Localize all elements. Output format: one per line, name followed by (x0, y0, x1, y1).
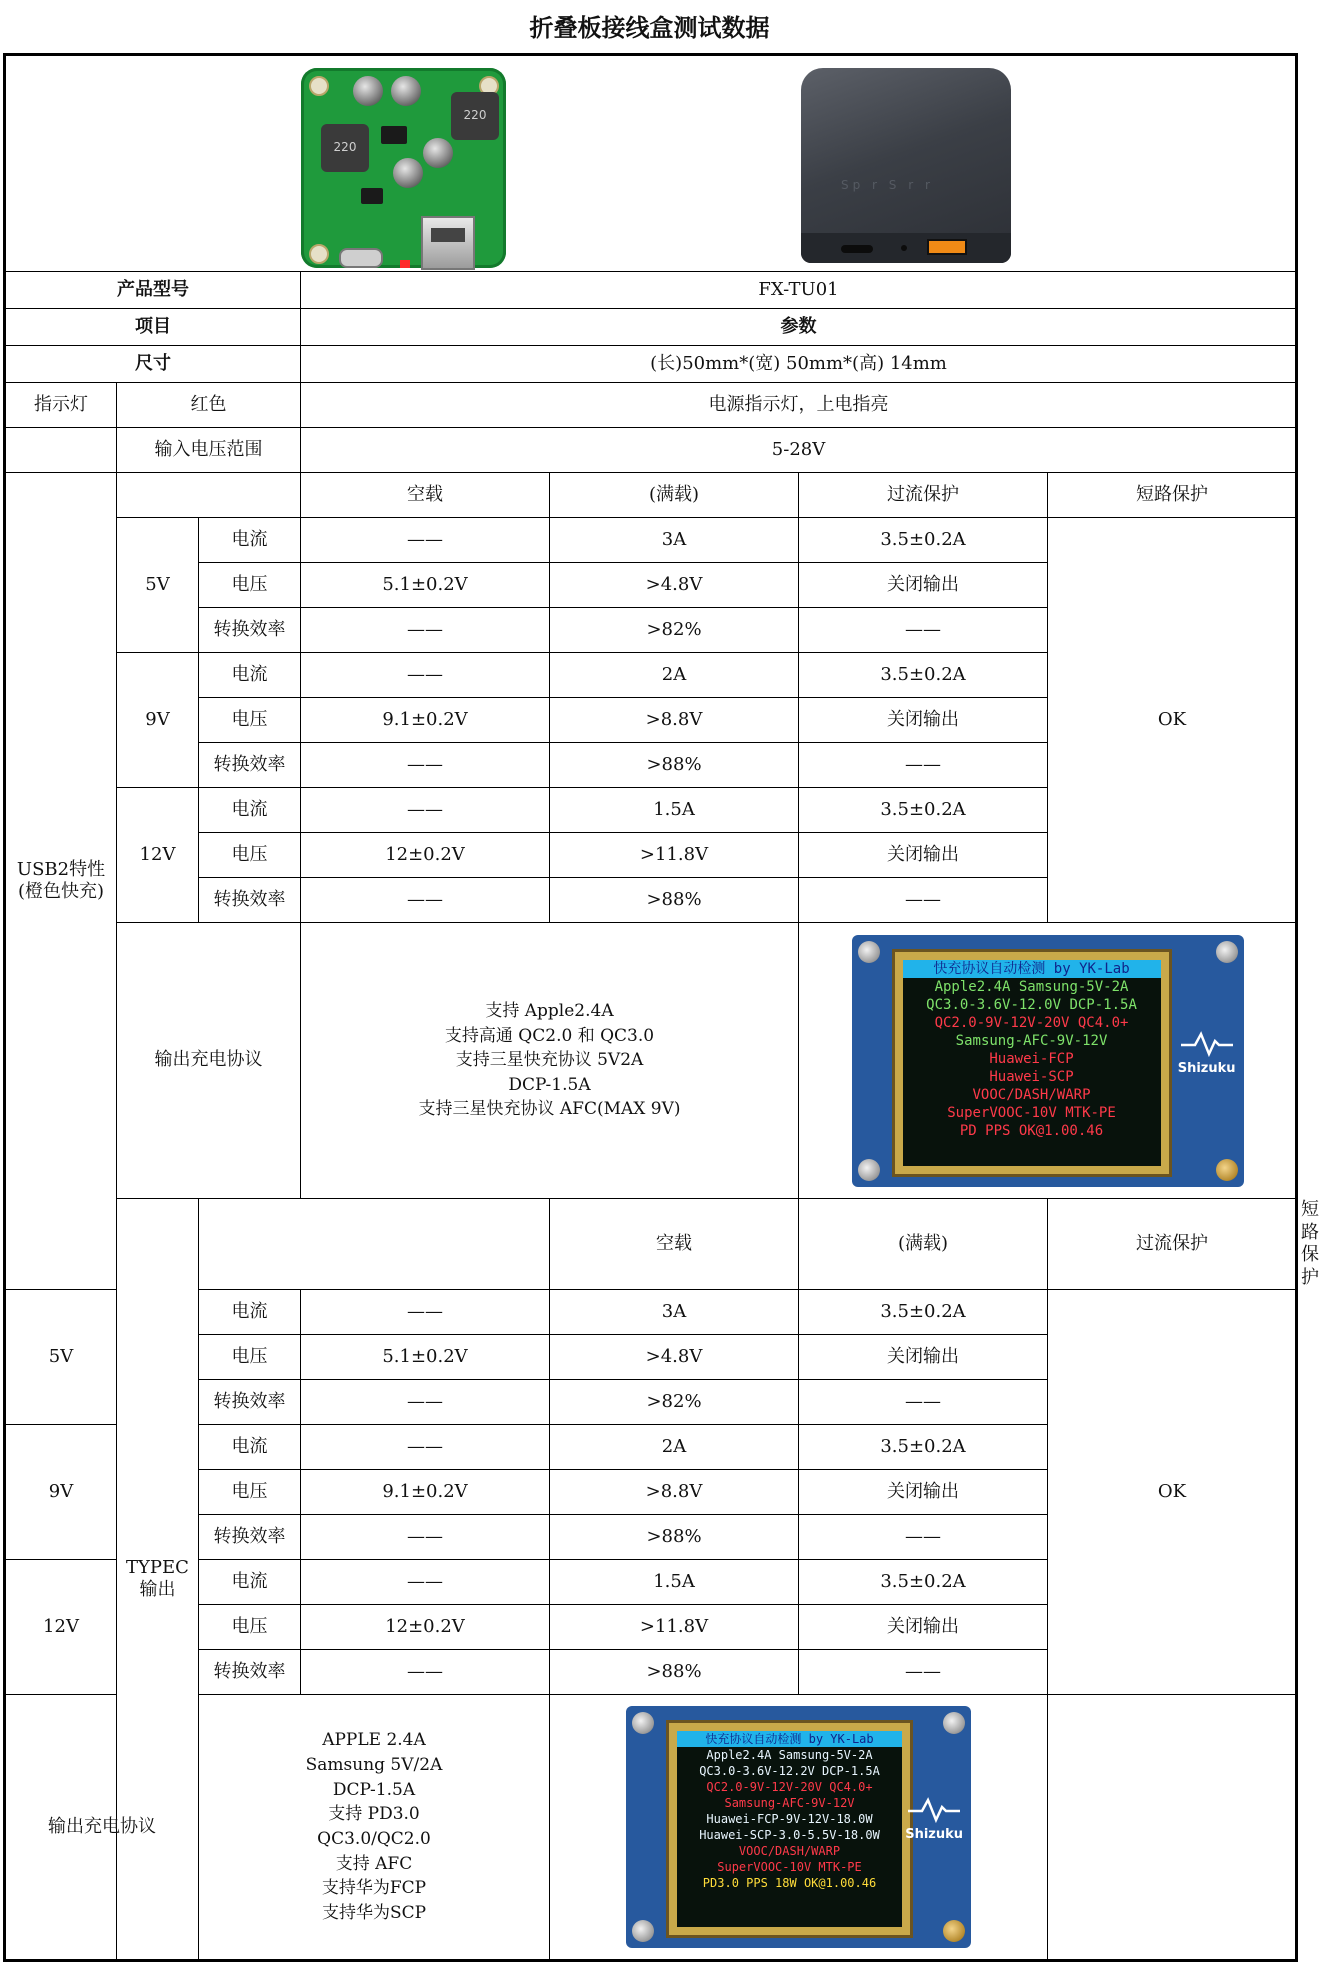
product-photos (6, 59, 1296, 269)
protocol-item: 支持 Apple2.4A (485, 1000, 614, 1021)
product-photos-cell (5, 55, 1297, 272)
param-label: 电压 (199, 1470, 301, 1515)
tester-screen-line: QC3.0-3.6V-12.2V DCP-1.5A (699, 1764, 880, 1778)
model-value: FX-TU01 (301, 272, 1297, 309)
param-label: 转换效率 (199, 878, 301, 923)
header-short-circuit: 短路保护 (1048, 473, 1297, 518)
shizuku-logo (905, 1797, 963, 1843)
protocol-item: 支持三星快充协议 5V2A (455, 1050, 644, 1071)
model-label: 产品型号 (5, 272, 301, 309)
indicator-group-label: 指示灯 (5, 383, 117, 428)
tester-screen-line: Samsung-AFC-9V-12V (724, 1796, 855, 1810)
tester-screen-line: SuperVOOC-10V MTK-PE (947, 1104, 1116, 1121)
header-full-load: (满载) (799, 1199, 1048, 1290)
tester-screen-line: Huawei-FCP (989, 1050, 1074, 1067)
tester-screen (677, 1731, 902, 1927)
shizuku-logo (1178, 1031, 1236, 1077)
header-no-load: 空载 (301, 473, 550, 518)
full-load-value: >4.8V (550, 563, 799, 608)
tester-screen-line: Apple2.4A Samsung-5V-2A (934, 978, 1129, 995)
indicator-value: 电源指示灯，上电指亮 (301, 383, 1297, 428)
screw-icon (632, 1920, 654, 1942)
no-load-value: —— (301, 518, 550, 563)
param-label: 电流 (199, 1560, 301, 1605)
param-label: 电压 (199, 1335, 301, 1380)
full-load-value: 2A (550, 653, 799, 698)
tester-screen-line: QC3.0-3.6V-12.0V DCP-1.5A (926, 996, 1137, 1013)
full-load-value: >88% (550, 878, 799, 923)
overcurrent-value: —— (799, 608, 1048, 653)
voltage-label: 5V (5, 1290, 117, 1425)
tester-screen-line: PD3.0 PPS 18W OK@1.00.46 (702, 1876, 877, 1890)
param-label: 电压 (199, 1605, 301, 1650)
usb-c-port (339, 248, 383, 268)
full-load-value: >88% (550, 1650, 799, 1695)
header-overcurrent: 过流保护 (1048, 1199, 1297, 1290)
typec-section-label: TYPEC输出 (117, 1199, 199, 1961)
screw-icon (943, 1920, 965, 1942)
overcurrent-value: —— (799, 1650, 1048, 1695)
voltage-label: 9V (117, 653, 199, 788)
no-load-value: —— (301, 1560, 550, 1605)
param-label: 转换效率 (199, 1380, 301, 1425)
size-value: (长)50mm*(宽) 50mm*(高) 14mm (301, 346, 1297, 383)
param-label: 转换效率 (199, 1650, 301, 1695)
voltage-label: 9V (5, 1425, 117, 1560)
param-label: 电流 (199, 518, 301, 563)
tester-screen-line: 快充协议自动检测 by YK-Lab (903, 960, 1161, 978)
tester-photo-cell (799, 923, 1297, 1199)
full-load-value: >88% (550, 743, 799, 788)
tester-screen-line: QC2.0-9V-12V-20V QC4.0+ (934, 1014, 1129, 1031)
table-row (5, 518, 1297, 563)
shizuku-logo-text: Shizuku (1177, 1060, 1236, 1076)
no-load-value: —— (301, 653, 550, 698)
tester-screen (903, 960, 1161, 1166)
tester-screen-line: VOOC/DASH/WARP (972, 1086, 1091, 1103)
indicator-color-label: 红色 (117, 383, 301, 428)
screw-icon (858, 1159, 880, 1181)
no-load-value: 12±0.2V (301, 833, 550, 878)
overcurrent-value: 关闭输出 (799, 1335, 1048, 1380)
overcurrent-value: 3.5±0.2A (799, 1425, 1048, 1470)
overcurrent-value: 3.5±0.2A (799, 1560, 1048, 1605)
full-load-value: 2A (550, 1425, 799, 1470)
tester-screen-line: 快充协议自动检测 by YK-Lab (677, 1731, 902, 1747)
param-label: 转换效率 (199, 608, 301, 653)
charger-tester-photo (626, 1706, 971, 1948)
table-row (5, 1290, 1297, 1335)
full-load-value: >82% (550, 1380, 799, 1425)
spec-table: 220 220 Sp r S r r 产品型号 FX-TU01 项目 参数 尺寸 (长)50mm*(宽) 50mm*(高) 14mm 指示灯 红色 电源指示灯，上电指亮 输入电压范围 5-28V USB2特性 (橙色快充) 空载 (满载) 过流保护 短路保护 5V 电流 —— 3A 3.5±0.2A OK 电压 5.1±0.2V >4.8V 关闭输出 转换效率 —— >82% —— 9V 电流 —— 2A 3.5±0.2A 电压 9.1±0.2V >8.8V 关闭输出 转换效率 —— >88% —— 12V 电流 —— 1.5A 3.5±0.2A 电压 12±0.2V >11.8V 关闭输出 转换效率 —— >88% —— 输出充电协议 支持 Apple2.4A 支持高通 QC2.0 和 QC3.0 支持三星快充协议 5V2A DCP-1.5A 支持三星快充协议 AFC(MAX 9V) 快充协议自动检测 by YK-Lab Apple2.4A Samsung-5V-2A QC3.0-3.6V-12.0V DCP-1.5A QC2.0-9V-12V-20V QC4.0+ Samsung-AFC-9V-12V Huawei-FCP Huawei-SCP VOOC/DASH/WARP SuperVOOC-10V MTK-PE PD PPS OK@1.00.46 Shizuku TYPEC输出 空载 (满载) 过流保护 短路保护 5V 电流 —— 3A 3.5±0.2A OK 电压 5.1±0.2V >4.8V 关闭输出 转换效率 —— >82% —— 9V 电流 —— 2A 3.5±0.2A 电压 9.1±0.2V >8.8V 关闭输出 转换效率 —— >88% —— 12V 电流 —— 1.5A 3.5±0.2A 电压 12±0.2V >11.8V 关闭输出 转换效率 —— >88% —— 输出充电协议 APPLE 2.4A Samsung 5V/2A DCP-1.5A 支持 PD3.0 QC3.0/QC2.0 支持 AFC 支持华为FCP 支持华为SCP 快充协议自动检测 by YK-Lab Apple2.4A Samsung-5V-2A QC3.0-3.6V-12.2V DCP-1.5A QC2.0-9V-12V-20V QC4.0+ Samsung-AFC-9V-12V Huawei-FCP-9V-12V-18.0W Huawei-SCP-3.0-5.5V-18.0W VOOC/DASH/WARP SuperVOOC-10V MTK-PE PD3.0 PPS 18W OK@1.00.46 Shizuku (3, 53, 1298, 1962)
screw-icon (858, 941, 880, 963)
overcurrent-value: 3.5±0.2A (799, 653, 1048, 698)
protocol-item: QC3.0/QC2.0 (317, 1829, 431, 1849)
input-range-label: 输入电压范围 (117, 428, 301, 473)
header-full-load: (满载) (550, 473, 799, 518)
protocol-label: 输出充电协议 (117, 923, 301, 1199)
no-load-value: —— (301, 788, 550, 833)
full-load-value: >11.8V (550, 833, 799, 878)
protocol-list (199, 1695, 550, 1961)
tester-screen-line: Samsung-AFC-9V-12V (955, 1032, 1108, 1049)
voltage-label: 12V (5, 1560, 117, 1695)
no-load-value: —— (301, 743, 550, 788)
protocol-item: 支持 AFC (335, 1853, 413, 1874)
no-load-value: —— (301, 1650, 550, 1695)
protocol-list (301, 923, 799, 1199)
full-load-value: 1.5A (550, 1560, 799, 1605)
no-load-value: —— (301, 1425, 550, 1470)
full-load-value: >88% (550, 1515, 799, 1560)
no-load-value: 5.1±0.2V (301, 1335, 550, 1380)
led-indicator (400, 260, 410, 268)
short-circuit-result: OK (1048, 518, 1297, 923)
item-label: 项目 (5, 309, 301, 346)
blank-cell (117, 473, 301, 518)
tester-screen-line: Apple2.4A Samsung-5V-2A (706, 1748, 873, 1762)
protocol-item: Samsung 5V/2A (305, 1755, 443, 1776)
tester-screen-line: Huawei-SCP-3.0-5.5V-18.0W (699, 1828, 880, 1842)
size-label: 尺寸 (5, 346, 301, 383)
protocol-item: 支持 PD3.0 (328, 1804, 420, 1825)
full-load-value: 1.5A (550, 788, 799, 833)
screw-icon (943, 1712, 965, 1734)
screw-icon (1216, 1159, 1238, 1181)
full-load-value: >8.8V (550, 1470, 799, 1515)
usb-a-port (421, 216, 475, 270)
full-load-value: >82% (550, 608, 799, 653)
overcurrent-value: —— (799, 743, 1048, 788)
param-label: 电流 (199, 788, 301, 833)
header-no-load: 空载 (550, 1199, 799, 1290)
voltage-label: 5V (117, 518, 199, 653)
circuit-board-photo: 220 220 (301, 68, 506, 268)
overcurrent-value: 关闭输出 (799, 833, 1048, 878)
overcurrent-value: 关闭输出 (799, 698, 1048, 743)
enclosure-marking: Sp r S r r (841, 177, 934, 192)
protocol-item: 支持华为FCP (321, 1878, 427, 1899)
overcurrent-value: 3.5±0.2A (799, 1290, 1048, 1335)
no-load-value: —— (301, 1290, 550, 1335)
tester-screen-line: VOOC/DASH/WARP (738, 1844, 841, 1858)
overcurrent-value: —— (799, 1515, 1048, 1560)
no-load-value: —— (301, 608, 550, 653)
input-range-value: 5-28V (301, 428, 1297, 473)
enclosure-photo (801, 68, 1011, 263)
full-load-value: 3A (550, 518, 799, 563)
no-load-value: —— (301, 1515, 550, 1560)
protocol-label: 输出充电协议 (5, 1695, 199, 1961)
full-load-value: 3A (550, 1290, 799, 1335)
param-label: 转换效率 (199, 743, 301, 788)
no-load-value: —— (301, 878, 550, 923)
usb2-section-label: USB2特性 (橙色快充) (5, 473, 117, 1290)
no-load-value: 12±0.2V (301, 1605, 550, 1650)
voltage-label: 12V (117, 788, 199, 923)
no-load-value: 9.1±0.2V (301, 1470, 550, 1515)
protocol-item: 支持三星快充协议 AFC(MAX 9V) (418, 1099, 681, 1120)
full-load-value: >11.8V (550, 1605, 799, 1650)
overcurrent-value: 关闭输出 (799, 1605, 1048, 1650)
document-title: 折叠板接线盒测试数据 (529, 13, 770, 42)
param-label: 电压 (199, 833, 301, 878)
short-circuit-result: OK (1048, 1290, 1297, 1695)
item-value: 参数 (301, 309, 1297, 346)
param-label: 电流 (199, 1425, 301, 1470)
protocol-item: 支持华为SCP (321, 1902, 427, 1923)
param-label: 电压 (199, 698, 301, 743)
screw-icon (632, 1712, 654, 1734)
overcurrent-value: 关闭输出 (799, 563, 1048, 608)
protocol-item: 支持高通 QC2.0 和 QC3.0 (444, 1025, 655, 1046)
tester-screen-line: QC2.0-9V-12V-20V QC4.0+ (706, 1780, 873, 1794)
no-load-value: 5.1±0.2V (301, 563, 550, 608)
protocol-item: APPLE 2.4A (322, 1730, 426, 1751)
param-label: 电流 (199, 1290, 301, 1335)
protocol-item: DCP-1.5A (332, 1779, 416, 1800)
no-load-value: —— (301, 1380, 550, 1425)
no-load-value: 9.1±0.2V (301, 698, 550, 743)
param-label: 电流 (199, 653, 301, 698)
overcurrent-value: 3.5±0.2A (799, 788, 1048, 833)
overcurrent-value: —— (799, 1380, 1048, 1425)
param-label: 转换效率 (199, 1515, 301, 1560)
tester-screen-line: SuperVOOC-10V MTK-PE (717, 1860, 862, 1874)
tester-photo-cell (550, 1695, 1048, 1961)
tester-screen-line: PD PPS OK@1.00.46 (959, 1122, 1104, 1139)
blank-cell (5, 428, 117, 473)
full-load-value: >4.8V (550, 1335, 799, 1380)
overcurrent-value: 关闭输出 (799, 1470, 1048, 1515)
tester-screen-line: Huawei-FCP-9V-12V-18.0W (706, 1812, 873, 1826)
param-label: 电压 (199, 563, 301, 608)
screw-icon (1216, 941, 1238, 963)
tester-screen-line: Huawei-SCP (989, 1068, 1074, 1085)
blank-cell (199, 1199, 550, 1290)
protocol-item: DCP-1.5A (508, 1074, 591, 1095)
charger-tester-photo (852, 935, 1244, 1187)
overcurrent-value: 3.5±0.2A (799, 518, 1048, 563)
header-overcurrent: 过流保护 (799, 473, 1048, 518)
full-load-value: >8.8V (550, 698, 799, 743)
shizuku-logo-text: Shizuku (905, 1827, 963, 1842)
overcurrent-value: —— (799, 878, 1048, 923)
